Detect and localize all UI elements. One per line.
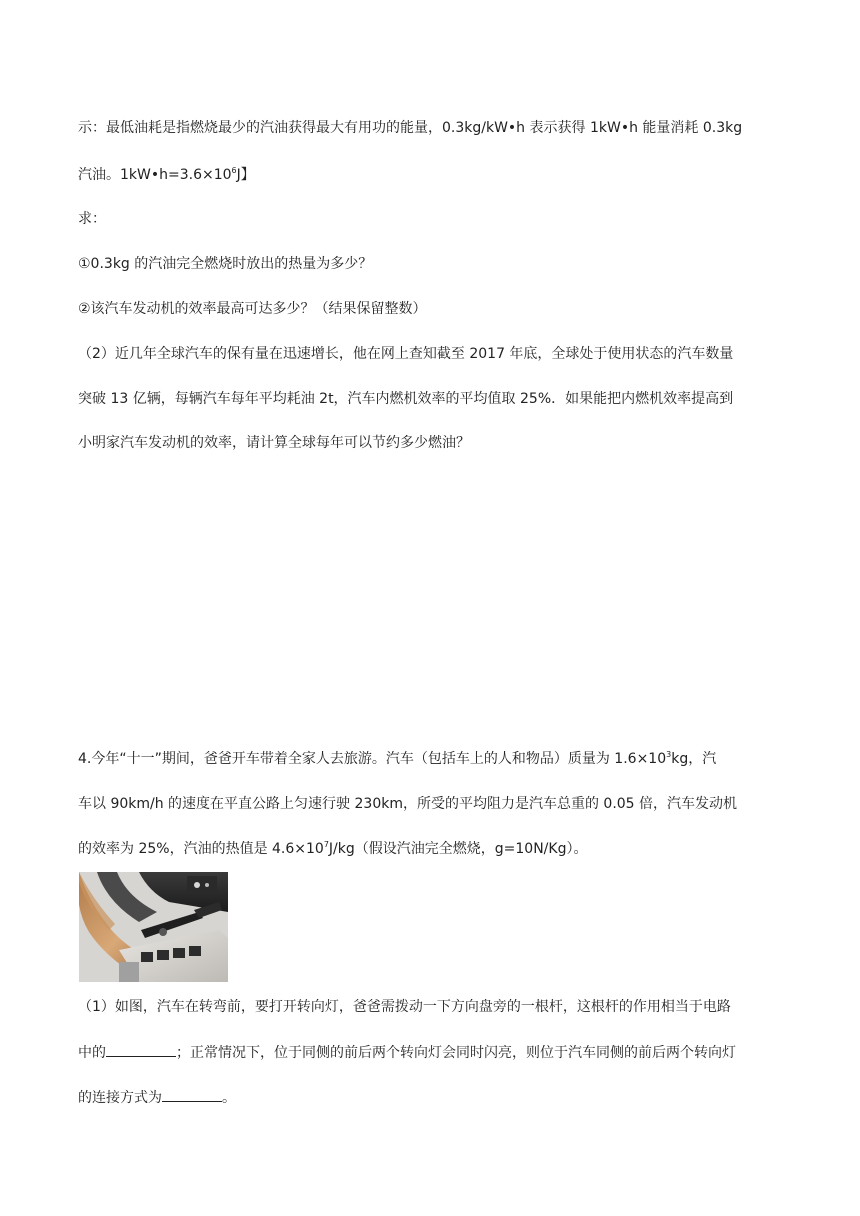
part1-line-3 bbox=[78, 1087, 236, 1108]
problem-4-line-2: 车以 90km/h 的速度在平直公路上匀速行驶 230km，所受的平均阻力是汽车总重的 0.05 倍，汽车发动机 bbox=[78, 796, 738, 812]
hint-line-2 bbox=[78, 165, 255, 185]
question-2: ②该汽车发动机的效率最高可达多少？（结果保留整数） bbox=[78, 301, 427, 317]
part1-line-2 bbox=[78, 1042, 736, 1063]
part1-line-3-tail: 。 bbox=[222, 1090, 236, 1106]
hint-line-2-tail: J】 bbox=[236, 167, 255, 183]
exponent: 7 bbox=[323, 840, 329, 849]
part2-line-1: （2）近几年全球汽车的保有量在迅速增长，他在网上查知截至 2017 年底，全球处于使用状态的汽车数量 bbox=[78, 346, 734, 362]
problem-4-line-3-text: 的效率为 25%，汽油的热值是 4.6×10 bbox=[78, 841, 324, 857]
question-1: ①0.3kg 的汽油完全燃烧时放出的热量为多少？ bbox=[78, 256, 373, 272]
part2-line-3: 小明家汽车发动机的效率，请计算全球每年可以节约多少燃油？ bbox=[78, 435, 470, 451]
problem-4-line-3 bbox=[78, 839, 587, 859]
exponent: 3 bbox=[666, 750, 672, 759]
problem-4-line-1 bbox=[78, 749, 716, 769]
problem-4-line-1-tail: kg，汽 bbox=[671, 751, 717, 767]
part1-line-2-text: 中的 bbox=[78, 1045, 106, 1061]
part1-line-1: （1）如图，汽车在转弯前，要打开转向灯，爸爸需拨动一下方向盘旁的一根杆，这根杆的作用相当于电路 bbox=[78, 999, 731, 1015]
answer-blank-1[interactable] bbox=[106, 1042, 176, 1057]
exponent: 6 bbox=[231, 166, 237, 175]
part2-line-2: 突破 13 亿辆，每辆汽车每年平均耗油 2t，汽车内燃机效率的平均值取 25%．如果能把内燃机效率提高到 bbox=[78, 391, 734, 407]
hint-line-2-text: 汽油。1kW•h=3.6×10 bbox=[78, 167, 232, 183]
part1-line-2-tail: ；正常情况下，位于同侧的前后两个转向灯会同时闪亮，则位于汽车同侧的前后两个转向灯 bbox=[176, 1045, 736, 1061]
problem-4-line-3-tail: J/kg（假设汽油完全燃烧，g=10N/Kg）。 bbox=[328, 841, 588, 857]
problem-4-line-1-text: 4.今年“十一”期间，爸爸开车带着全家人去旅游。汽车（包括车上的人和物品）质量为 1.6×10 bbox=[78, 751, 667, 767]
steering-wheel-turn-signal-photo bbox=[79, 872, 228, 982]
hint-line-1: 示：最低油耗是指燃烧最少的汽油获得最大有用功的能量，0.3kg/kW•h 表示获得 1kW•h 能量消耗 0.3kg bbox=[78, 120, 743, 136]
part1-line-3-text: 的连接方式为 bbox=[78, 1090, 162, 1106]
ask-label: 求： bbox=[78, 211, 106, 227]
answer-blank-2[interactable] bbox=[162, 1087, 222, 1102]
